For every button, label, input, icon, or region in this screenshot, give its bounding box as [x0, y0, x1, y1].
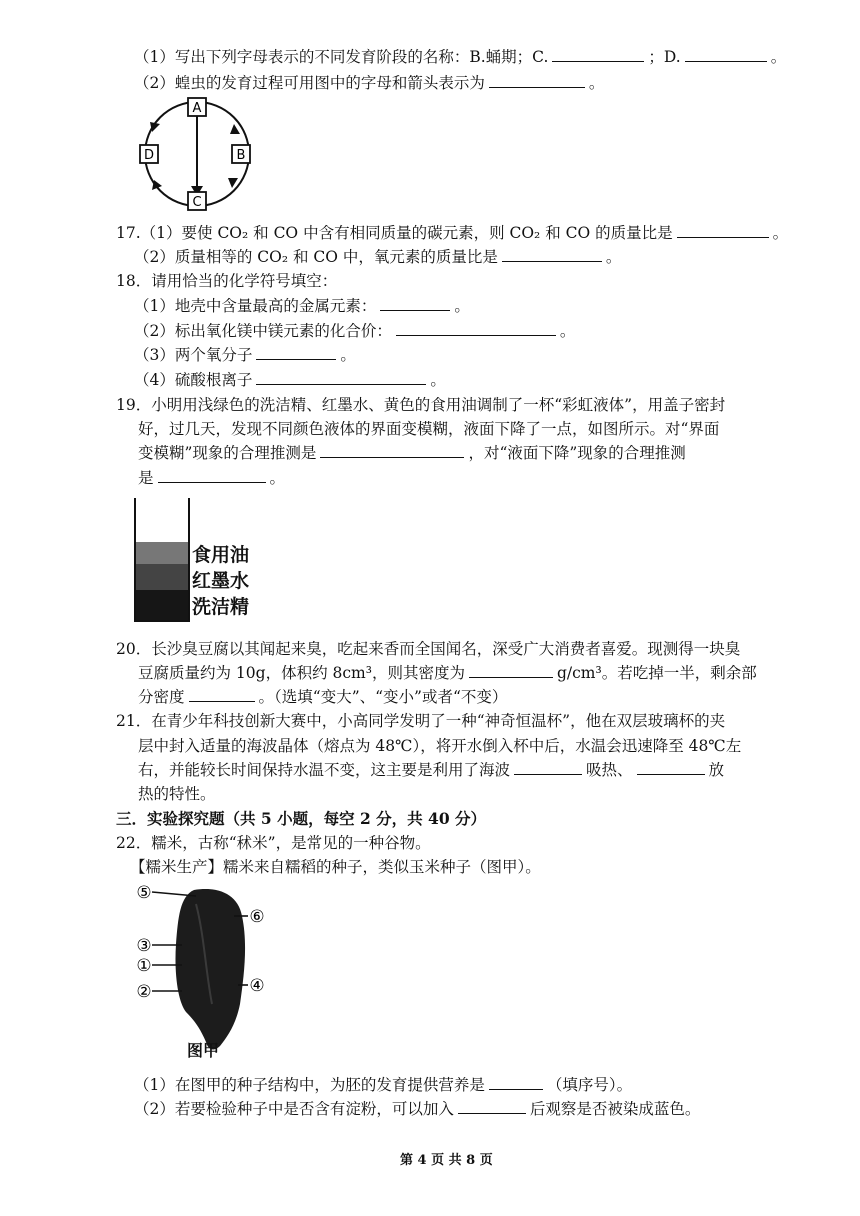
diagram-node-c: C — [192, 195, 202, 210]
figure-caption: 图甲 — [187, 1041, 220, 1060]
blank-q18-3[interactable] — [256, 345, 336, 360]
q17-line1-text: 17.（1）要使 CO₂ 和 CO 中含有相同质量的碳元素，则 CO₂ 和 CO 的质量比是 — [116, 224, 673, 242]
q22-sub2-a: （2）若要检验种子中是否含有淀粉，可以加入 — [134, 1100, 454, 1118]
oil-layer — [136, 542, 188, 564]
q21-line1: 21．在青少年科技创新大赛中，小高同学发明了一种“神奇恒温杯”，他在双层玻璃杯的夹 — [116, 712, 726, 730]
detergent-layer — [136, 590, 188, 620]
seed-figure — [134, 884, 284, 1064]
blank-q22-2[interactable] — [458, 1099, 526, 1114]
q22-sub2 — [134, 1098, 700, 1120]
q22-sub2-b: 后观察是否被染成蓝色。 — [529, 1100, 701, 1118]
q17-line2-text: （2）质量相等的 CO₂ 和 CO 中，氧元素的质量比是 — [134, 248, 498, 266]
seed-label-5: ⑤ — [136, 884, 152, 903]
page-footer: 第 4 页 共 8 页 — [400, 1153, 493, 1168]
blank-q21-2[interactable] — [637, 760, 705, 775]
q22-sub1-a: （1）在图甲的种子结构中，为胚的发育提供营养是 — [134, 1076, 485, 1094]
q20-line2 — [138, 662, 757, 684]
q19-line2: 好，过几天，发现不同颜色液体的界面变模糊，液面下降了一点，如图所示。对“界面 — [138, 420, 720, 438]
q18-title: 18．请用恰当的化学符号填空： — [116, 272, 338, 290]
q18-item2-text: （2）标出氧化镁中镁元素的化合价： — [134, 322, 392, 340]
q16-part2-prefix: （2）蝗虫的发育过程可用图中的字母和箭头表示为 — [134, 74, 485, 92]
q20-line3 — [138, 686, 507, 708]
q16-part2 — [134, 72, 604, 94]
q17-line1 — [116, 222, 788, 244]
q20-line1: 20．长沙臭豆腐以其闻起来臭，吃起来香而全国闻名，深受广大消费者喜爱。现测得一块臭 — [116, 640, 741, 658]
q19-line4-b: 。 — [269, 469, 286, 487]
q16-part2-end: 。 — [588, 74, 605, 92]
q20-line2-a: 豆腐质量约为 10g，体积约 8cm³，则其密度为 — [138, 664, 465, 682]
q16-part1 — [134, 46, 786, 68]
q19-line4 — [138, 467, 285, 489]
blank-q20-change[interactable] — [189, 687, 255, 702]
blank-q22-1[interactable] — [489, 1075, 543, 1090]
blank-q16-d[interactable] — [685, 47, 767, 62]
blank-q19-level[interactable] — [158, 468, 266, 483]
seed-label-2: ② — [136, 982, 152, 1002]
q21-line2: 层中封入适量的海波晶体（熔点为 48℃），将开水倒入杯中后，水温会迅速降至 48℃左 — [138, 737, 742, 755]
blank-q17-mass-ratio[interactable] — [677, 223, 769, 238]
q16-part1-mid: ；D. — [648, 48, 681, 66]
blank-q18-2[interactable] — [396, 321, 556, 336]
q21-line3-a: 右，并能较长时间保持水温不变，这主要是利用了海波 — [138, 761, 511, 779]
blank-q19-interface[interactable] — [320, 443, 464, 458]
seed-label-3: ③ — [136, 936, 152, 956]
diagram-node-a: A — [192, 101, 202, 116]
q21-line3 — [138, 759, 724, 781]
layer-label-oil: 食用油 — [192, 544, 250, 566]
section-3-title: 三．实验探究题（共 5 小题，每空 2 分，共 40 分） — [116, 809, 487, 828]
q21-line3-c: 放 — [708, 761, 725, 779]
q18-item1 — [134, 295, 470, 317]
q21-line3-b: 吸热、 — [586, 761, 633, 779]
q16-part1-end: 。 — [770, 48, 787, 66]
q20-line3-b: 。（选填“变大”、“变小”或者“不变） — [258, 688, 508, 706]
q18-item3-end: 。 — [340, 346, 356, 364]
beaker — [134, 498, 190, 622]
q22-line2: 【糯米生产】糯米来自糯稻的种子，类似玉米种子（图甲）。 — [130, 858, 541, 876]
rainbow-liquid-figure — [134, 498, 264, 624]
q22-sub1-b: （填序号）。 — [546, 1076, 633, 1094]
q18-item2-end: 。 — [559, 322, 576, 340]
q20-line3-a: 分密度 — [138, 688, 185, 706]
q18-item4-end: 。 — [430, 371, 446, 389]
q18-item3 — [134, 344, 356, 366]
layer-label-detergent: 洗洁精 — [192, 596, 250, 618]
q16-part1-prefix: （1）写出下列字母表示的不同发育阶段的名称：B.蛹期；C. — [134, 48, 549, 66]
life-cycle-diagram — [134, 94, 264, 218]
q19-line3-a: 变模糊”现象的合理推测是 — [138, 444, 317, 462]
q18-item1-text: （1）地壳中含量最高的金属元素： — [134, 297, 377, 315]
q18-item3-text: （3）两个氧分子 — [134, 346, 253, 364]
ink-layer — [136, 564, 188, 590]
blank-q18-1[interactable] — [380, 296, 450, 311]
layer-label-ink: 红墨水 — [192, 570, 250, 592]
q19-line1: 19．小明用浅绿色的洗洁精、红墨水、黄色的食用油调制了一杯“彩虹液体”，用盖子密封 — [116, 396, 726, 414]
q18-item2 — [134, 320, 575, 342]
q22-line1: 22．糯米，古称“秫米”，是常见的一种谷物。 — [116, 834, 431, 852]
q18-item4 — [134, 369, 446, 391]
q19-line4-a: 是 — [138, 469, 154, 487]
blank-q21-1[interactable] — [514, 760, 582, 775]
blank-q17-oxygen-ratio[interactable] — [502, 247, 602, 262]
blank-q16-sequence[interactable] — [489, 73, 585, 88]
blank-q20-density[interactable] — [469, 663, 553, 678]
q21-line4: 热的特性。 — [138, 785, 216, 803]
q20-line2-b: g/cm³。若吃掉一半，剩余部 — [556, 664, 757, 682]
q22-sub1 — [134, 1074, 632, 1096]
q17-line1-end: 。 — [772, 224, 789, 242]
q17-line2-end: 。 — [605, 248, 622, 266]
q18-item4-text: （4）硫酸根离子 — [134, 371, 253, 389]
diagram-node-b: B — [236, 148, 246, 163]
blank-q18-4[interactable] — [256, 370, 426, 385]
seed-label-6: ⑥ — [249, 907, 265, 927]
q17-line2 — [134, 246, 621, 268]
diagram-node-d: D — [143, 148, 155, 163]
blank-q16-c[interactable] — [552, 47, 644, 62]
q19-line3-b: ，对“液面下降”现象的合理推测 — [468, 444, 686, 462]
q19-line3 — [138, 442, 686, 464]
seed-label-4: ④ — [249, 976, 265, 996]
q18-item1-end: 。 — [454, 297, 470, 315]
seed-label-1: ① — [136, 956, 152, 976]
